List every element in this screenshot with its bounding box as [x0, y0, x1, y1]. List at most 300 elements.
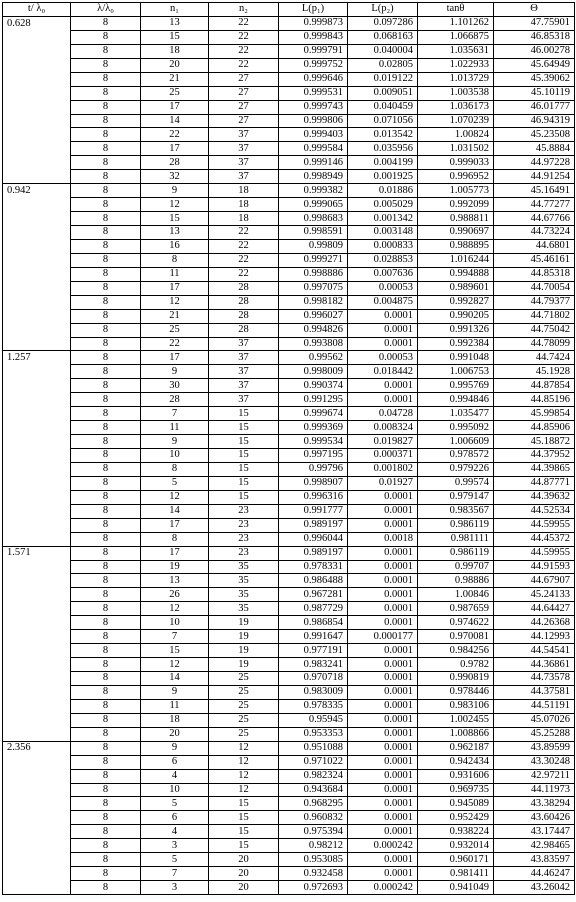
cell-lp1: 0.960832	[279, 811, 348, 825]
table-row	[3, 811, 575, 825]
cell-lp2: 0.0001	[348, 602, 418, 616]
cell-wavelength: 8	[71, 86, 141, 100]
cell-thickness	[3, 881, 71, 895]
cell-theta: 44.12993	[494, 630, 575, 644]
cell-lp2: 0.0001	[348, 811, 418, 825]
cell-n1: 21	[141, 72, 209, 86]
cell-tan-theta: 0.981411	[418, 867, 494, 881]
cell-theta: 44.73224	[494, 226, 575, 240]
cell-tan-theta: 1.00846	[418, 588, 494, 602]
cell-n2: 22	[209, 226, 279, 240]
cell-theta: 44.36861	[494, 658, 575, 672]
cell-theta: 44.26368	[494, 616, 575, 630]
cell-thickness	[3, 783, 71, 797]
cell-n2: 22	[209, 30, 279, 44]
cell-tan-theta: 0.98886	[418, 574, 494, 588]
cell-tan-theta: 0.983567	[418, 504, 494, 518]
cell-lp2: 0.0018	[348, 532, 418, 546]
cell-lp2: 0.0001	[348, 867, 418, 881]
cell-thickness	[3, 839, 71, 853]
cell-wavelength: 8	[71, 839, 141, 853]
cell-lp1: 0.998949	[279, 170, 348, 184]
table-row	[3, 449, 575, 463]
cell-wavelength: 8	[71, 574, 141, 588]
cell-thickness	[3, 44, 71, 58]
cell-n2: 37	[209, 393, 279, 407]
cell-n2: 12	[209, 783, 279, 797]
cell-thickness	[3, 114, 71, 128]
cell-wavelength: 8	[71, 490, 141, 504]
table-row	[3, 281, 575, 295]
cell-lp1: 0.999146	[279, 156, 348, 170]
cell-tan-theta: 0.991048	[418, 351, 494, 365]
cell-tan-theta: 0.978572	[418, 449, 494, 463]
cell-n1: 18	[141, 713, 209, 727]
cell-lp2: 0.04728	[348, 407, 418, 421]
table-row	[3, 853, 575, 867]
cell-n1: 14	[141, 672, 209, 686]
cell-lp2: 0.0001	[348, 616, 418, 630]
cell-lp1: 0.989197	[279, 518, 348, 532]
table-row	[3, 309, 575, 323]
cell-lp2: 0.0001	[348, 337, 418, 351]
cell-wavelength: 8	[71, 351, 141, 365]
table-row	[3, 490, 575, 504]
cell-lp2: 0.097286	[348, 16, 418, 30]
cell-lp2: 0.0001	[348, 672, 418, 686]
cell-theta: 46.01777	[494, 100, 575, 114]
cell-lp1: 0.983241	[279, 658, 348, 672]
cell-wavelength: 8	[71, 825, 141, 839]
cell-thickness	[3, 602, 71, 616]
cell-wavelength: 8	[71, 30, 141, 44]
table-row	[3, 239, 575, 253]
cell-wavelength: 8	[71, 797, 141, 811]
cell-wavelength: 8	[71, 114, 141, 128]
cell-lp1: 0.971022	[279, 755, 348, 769]
table-row	[3, 114, 575, 128]
cell-n1: 15	[141, 212, 209, 226]
cell-lp2: 0.0001	[348, 379, 418, 393]
cell-theta: 44.77277	[494, 198, 575, 212]
table-body	[3, 16, 575, 894]
cell-theta: 44.85196	[494, 393, 575, 407]
cell-thickness	[3, 616, 71, 630]
cell-lp1: 0.953353	[279, 727, 348, 741]
cell-theta: 44.51191	[494, 699, 575, 713]
cell-tan-theta: 1.016244	[418, 253, 494, 267]
cell-lp1: 0.999065	[279, 198, 348, 212]
cell-n2: 37	[209, 337, 279, 351]
table-row	[3, 616, 575, 630]
cell-theta: 45.99854	[494, 407, 575, 421]
cell-lp1: 0.978331	[279, 560, 348, 574]
cell-n1: 20	[141, 58, 209, 72]
cell-tan-theta: 0.9782	[418, 658, 494, 672]
cell-wavelength: 8	[71, 212, 141, 226]
cell-n1: 11	[141, 699, 209, 713]
cell-n1: 17	[141, 351, 209, 365]
cell-n1: 9	[141, 685, 209, 699]
cell-lp1: 0.999534	[279, 435, 348, 449]
cell-wavelength: 8	[71, 616, 141, 630]
table-row	[3, 783, 575, 797]
table-row	[3, 797, 575, 811]
cell-tan-theta: 1.00824	[418, 128, 494, 142]
cell-tan-theta: 0.995769	[418, 379, 494, 393]
cell-n1: 3	[141, 881, 209, 895]
cell-theta: 44.52534	[494, 504, 575, 518]
cell-n1: 10	[141, 616, 209, 630]
header-n1: n₁	[141, 3, 209, 17]
cell-n2: 35	[209, 588, 279, 602]
table-header	[3, 3, 575, 17]
cell-theta: 44.85318	[494, 267, 575, 281]
cell-n2: 27	[209, 72, 279, 86]
cell-thickness	[3, 100, 71, 114]
cell-tan-theta: 0.938224	[418, 825, 494, 839]
cell-theta: 44.79377	[494, 295, 575, 309]
cell-thickness	[3, 72, 71, 86]
cell-n1: 17	[141, 142, 209, 156]
cell-lp1: 0.998591	[279, 226, 348, 240]
cell-thickness	[3, 685, 71, 699]
cell-n2: 19	[209, 630, 279, 644]
cell-theta: 42.97211	[494, 769, 575, 783]
cell-tan-theta: 0.941049	[418, 881, 494, 895]
cell-tan-theta: 0.978446	[418, 685, 494, 699]
cell-lp2: 0.0001	[348, 783, 418, 797]
cell-n2: 27	[209, 100, 279, 114]
cell-n1: 18	[141, 44, 209, 58]
cell-lp2: 0.0001	[348, 644, 418, 658]
cell-wavelength: 8	[71, 588, 141, 602]
cell-n2: 35	[209, 602, 279, 616]
cell-tan-theta: 0.992827	[418, 295, 494, 309]
cell-wavelength: 8	[71, 142, 141, 156]
cell-thickness	[3, 212, 71, 226]
cell-thickness	[3, 365, 71, 379]
cell-tan-theta: 0.952429	[418, 811, 494, 825]
cell-tan-theta: 0.988895	[418, 239, 494, 253]
cell-tan-theta: 0.986119	[418, 518, 494, 532]
cell-lp1: 0.999584	[279, 142, 348, 156]
table-row	[3, 699, 575, 713]
cell-lp1: 0.998886	[279, 267, 348, 281]
table-row	[3, 323, 575, 337]
cell-wavelength: 8	[71, 727, 141, 741]
cell-lp1: 0.999752	[279, 58, 348, 72]
cell-n2: 19	[209, 616, 279, 630]
cell-theta: 44.67766	[494, 212, 575, 226]
cell-n2: 28	[209, 281, 279, 295]
table-row	[3, 462, 575, 476]
table-row	[3, 685, 575, 699]
table-row	[3, 58, 575, 72]
cell-lp2: 0.019122	[348, 72, 418, 86]
cell-theta: 44.37952	[494, 449, 575, 463]
cell-wavelength: 8	[71, 658, 141, 672]
cell-wavelength: 8	[71, 337, 141, 351]
cell-wavelength: 8	[71, 156, 141, 170]
cell-thickness	[3, 518, 71, 532]
cell-n1: 17	[141, 518, 209, 532]
cell-lp2: 0.0001	[348, 699, 418, 713]
cell-wavelength: 8	[71, 239, 141, 253]
cell-wavelength: 8	[71, 881, 141, 895]
cell-thickness: 0.628	[3, 16, 71, 30]
cell-n2: 15	[209, 435, 279, 449]
cell-n2: 22	[209, 44, 279, 58]
table-row	[3, 435, 575, 449]
cell-tan-theta: 0.979147	[418, 490, 494, 504]
cell-theta: 45.24133	[494, 588, 575, 602]
cell-n2: 37	[209, 128, 279, 142]
cell-lp2: 0.0001	[348, 658, 418, 672]
table-row	[3, 44, 575, 58]
cell-lp2: 0.040459	[348, 100, 418, 114]
cell-n1: 6	[141, 755, 209, 769]
cell-n2: 22	[209, 16, 279, 30]
cell-wavelength: 8	[71, 407, 141, 421]
cell-n1: 5	[141, 853, 209, 867]
cell-thickness	[3, 156, 71, 170]
cell-thickness	[3, 323, 71, 337]
cell-n1: 8	[141, 532, 209, 546]
cell-n1: 12	[141, 658, 209, 672]
cell-thickness	[3, 393, 71, 407]
table-row	[3, 504, 575, 518]
cell-wavelength: 8	[71, 602, 141, 616]
cell-lp1: 0.989197	[279, 546, 348, 560]
table-row	[3, 198, 575, 212]
cell-n2: 37	[209, 365, 279, 379]
cell-lp1: 0.997075	[279, 281, 348, 295]
cell-thickness	[3, 142, 71, 156]
cell-tan-theta: 1.006609	[418, 435, 494, 449]
cell-tan-theta: 0.990697	[418, 226, 494, 240]
cell-lp2: 0.0001	[348, 797, 418, 811]
cell-lp2: 0.0001	[348, 825, 418, 839]
cell-thickness	[3, 574, 71, 588]
cell-tan-theta: 1.035631	[418, 44, 494, 58]
cell-n1: 28	[141, 156, 209, 170]
cell-lp1: 0.997195	[279, 449, 348, 463]
header-lp2: L(p₂)	[348, 3, 418, 17]
cell-lp2: 0.004875	[348, 295, 418, 309]
cell-tan-theta: 0.986119	[418, 546, 494, 560]
table-row	[3, 560, 575, 574]
data-table	[2, 2, 575, 895]
cell-n2: 37	[209, 170, 279, 184]
cell-wavelength: 8	[71, 644, 141, 658]
cell-tan-theta: 1.022933	[418, 58, 494, 72]
cell-thickness	[3, 309, 71, 323]
cell-tan-theta: 1.003538	[418, 86, 494, 100]
cell-lp1: 0.95945	[279, 713, 348, 727]
table-row	[3, 546, 575, 560]
cell-n2: 25	[209, 685, 279, 699]
cell-theta: 44.6801	[494, 239, 575, 253]
cell-tan-theta: 0.984256	[418, 644, 494, 658]
cell-lp1: 0.932458	[279, 867, 348, 881]
cell-tan-theta: 0.99574	[418, 476, 494, 490]
cell-n2: 15	[209, 407, 279, 421]
cell-wavelength: 8	[71, 323, 141, 337]
cell-theta: 45.18872	[494, 435, 575, 449]
cell-thickness	[3, 853, 71, 867]
cell-wavelength: 8	[71, 532, 141, 546]
cell-lp2: 0.040004	[348, 44, 418, 58]
cell-tan-theta: 0.988811	[418, 212, 494, 226]
cell-thickness	[3, 504, 71, 518]
cell-n1: 16	[141, 239, 209, 253]
cell-n2: 15	[209, 490, 279, 504]
cell-n2: 25	[209, 672, 279, 686]
cell-n1: 11	[141, 267, 209, 281]
cell-lp1: 0.991295	[279, 393, 348, 407]
cell-thickness	[3, 226, 71, 240]
cell-thickness	[3, 476, 71, 490]
cell-lp1: 0.977191	[279, 644, 348, 658]
cell-thickness	[3, 281, 71, 295]
cell-lp1: 0.996027	[279, 309, 348, 323]
cell-theta: 44.71802	[494, 309, 575, 323]
cell-n2: 35	[209, 574, 279, 588]
cell-n1: 9	[141, 741, 209, 755]
cell-thickness	[3, 198, 71, 212]
cell-theta: 44.75042	[494, 323, 575, 337]
cell-tan-theta: 0.99707	[418, 560, 494, 574]
cell-theta: 44.7424	[494, 351, 575, 365]
cell-tan-theta: 1.006753	[418, 365, 494, 379]
cell-tan-theta: 1.101262	[418, 16, 494, 30]
cell-n1: 15	[141, 644, 209, 658]
cell-thickness	[3, 825, 71, 839]
cell-wavelength: 8	[71, 462, 141, 476]
table-row	[3, 881, 575, 895]
table-row	[3, 100, 575, 114]
cell-lp1: 0.987729	[279, 602, 348, 616]
cell-n2: 22	[209, 58, 279, 72]
cell-lp1: 0.999531	[279, 86, 348, 100]
cell-lp2: 0.02805	[348, 58, 418, 72]
cell-n2: 28	[209, 295, 279, 309]
table-row	[3, 379, 575, 393]
cell-n2: 20	[209, 881, 279, 895]
cell-lp2: 0.0001	[348, 504, 418, 518]
cell-n1: 8	[141, 253, 209, 267]
cell-thickness	[3, 699, 71, 713]
cell-theta: 45.07026	[494, 713, 575, 727]
cell-n2: 22	[209, 267, 279, 281]
cell-lp2: 0.035956	[348, 142, 418, 156]
table-row	[3, 86, 575, 100]
cell-wavelength: 8	[71, 100, 141, 114]
cell-lp2: 0.0001	[348, 741, 418, 755]
cell-theta: 47.75901	[494, 16, 575, 30]
cell-n2: 15	[209, 811, 279, 825]
cell-tan-theta: 0.962187	[418, 741, 494, 755]
cell-lp2: 0.0001	[348, 518, 418, 532]
cell-theta: 45.8884	[494, 142, 575, 156]
cell-wavelength: 8	[71, 504, 141, 518]
cell-n2: 23	[209, 504, 279, 518]
cell-lp1: 0.986854	[279, 616, 348, 630]
cell-lp1: 0.996044	[279, 532, 348, 546]
cell-lp2: 0.001342	[348, 212, 418, 226]
cell-n1: 5	[141, 476, 209, 490]
cell-n2: 37	[209, 379, 279, 393]
cell-thickness	[3, 435, 71, 449]
cell-lp2: 0.01886	[348, 184, 418, 198]
cell-tan-theta: 0.989601	[418, 281, 494, 295]
table-row	[3, 825, 575, 839]
cell-thickness	[3, 532, 71, 546]
cell-tan-theta: 1.031502	[418, 142, 494, 156]
cell-wavelength: 8	[71, 811, 141, 825]
cell-lp2: 0.00053	[348, 281, 418, 295]
cell-lp1: 0.986488	[279, 574, 348, 588]
cell-n1: 14	[141, 114, 209, 128]
cell-thickness	[3, 30, 71, 44]
cell-lp2: 0.0001	[348, 393, 418, 407]
cell-lp1: 0.99809	[279, 239, 348, 253]
cell-theta: 44.59955	[494, 518, 575, 532]
cell-tan-theta: 0.981111	[418, 532, 494, 546]
cell-n2: 27	[209, 86, 279, 100]
cell-wavelength: 8	[71, 365, 141, 379]
cell-n1: 10	[141, 783, 209, 797]
table-row	[3, 588, 575, 602]
table-row	[3, 212, 575, 226]
cell-n1: 13	[141, 16, 209, 30]
cell-lp1: 0.990374	[279, 379, 348, 393]
cell-wavelength: 8	[71, 630, 141, 644]
cell-tan-theta: 0.970081	[418, 630, 494, 644]
table-row	[3, 295, 575, 309]
cell-lp2: 0.000242	[348, 839, 418, 853]
cell-n1: 22	[141, 337, 209, 351]
cell-n2: 37	[209, 351, 279, 365]
cell-lp1: 0.999843	[279, 30, 348, 44]
cell-wavelength: 8	[71, 783, 141, 797]
cell-lp1: 0.991777	[279, 504, 348, 518]
cell-thickness	[3, 337, 71, 351]
cell-n2: 18	[209, 212, 279, 226]
cell-tan-theta: 1.035477	[418, 407, 494, 421]
cell-lp2: 0.000371	[348, 449, 418, 463]
cell-n1: 12	[141, 490, 209, 504]
header-theta: Θ	[494, 3, 575, 17]
cell-n1: 17	[141, 281, 209, 295]
cell-wavelength: 8	[71, 560, 141, 574]
cell-tan-theta: 0.979226	[418, 462, 494, 476]
cell-theta: 44.78099	[494, 337, 575, 351]
cell-n1: 26	[141, 588, 209, 602]
cell-lp2: 0.0001	[348, 546, 418, 560]
cell-lp1: 0.998009	[279, 365, 348, 379]
cell-wavelength: 8	[71, 867, 141, 881]
cell-lp1: 0.98212	[279, 839, 348, 853]
cell-lp1: 0.998182	[279, 295, 348, 309]
cell-tan-theta: 0.932014	[418, 839, 494, 853]
cell-thickness	[3, 560, 71, 574]
table-row	[3, 644, 575, 658]
table-row	[3, 156, 575, 170]
cell-n2: 15	[209, 797, 279, 811]
table-row	[3, 574, 575, 588]
